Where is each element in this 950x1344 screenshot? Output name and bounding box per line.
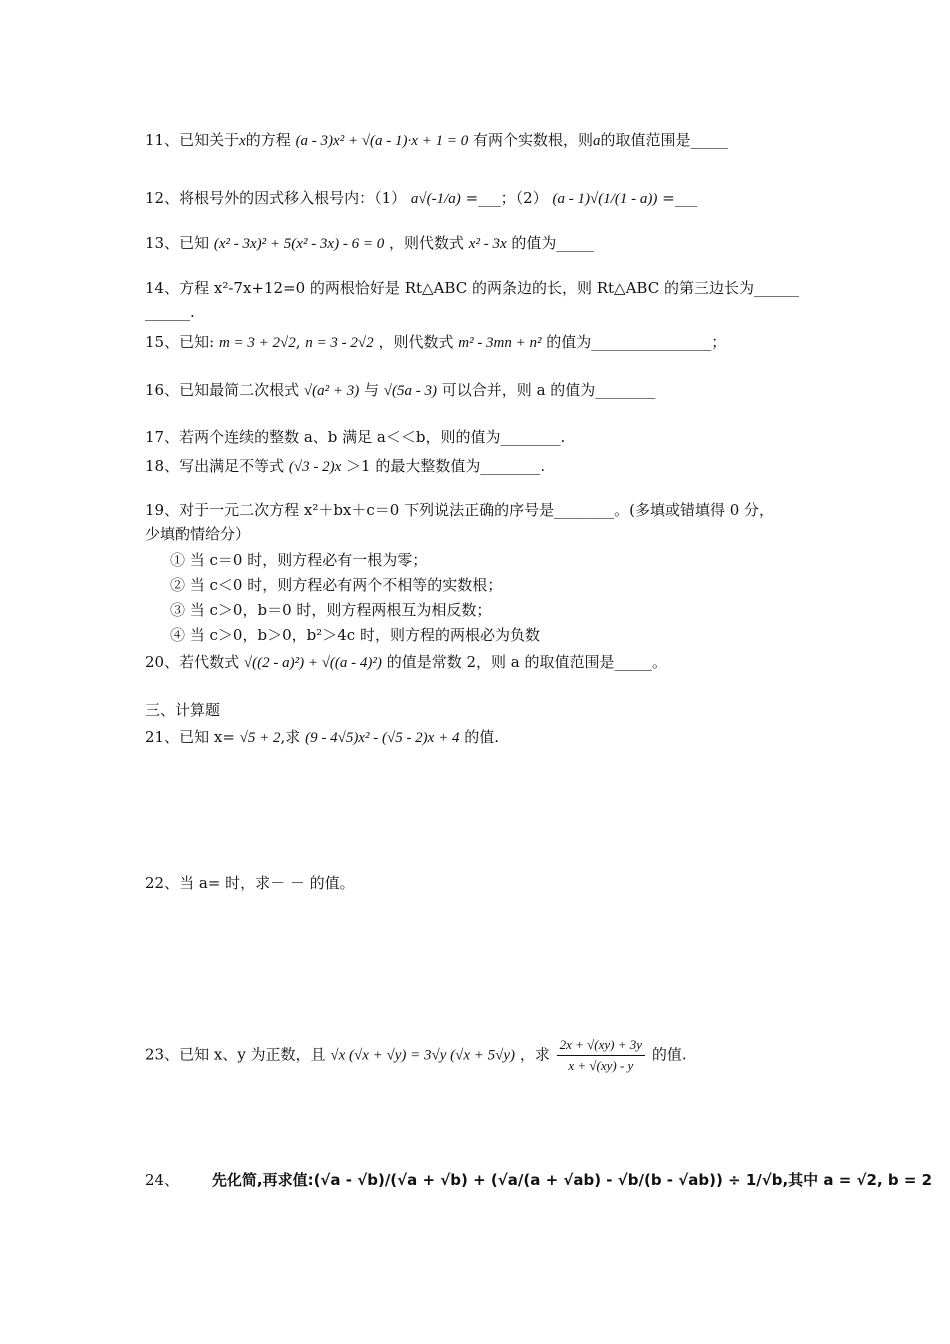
question-18: [145, 456, 545, 477]
q21-x-value: √5 + 2: [239, 730, 281, 746]
question-21: [145, 727, 499, 748]
q12-expr2: (a - 1)√(1/(1 - a)): [552, 191, 658, 207]
q15-m: m = 3 + 2√2: [218, 335, 296, 351]
q13-mid: ，则代数式: [389, 234, 465, 252]
q13-suffix: 的值为_____: [511, 234, 594, 252]
q11-equation: (a - 3)x² + √(a - 1)·x + 1 = 0: [295, 133, 469, 149]
q20-suffix: 的值是常数 2，则 a 的取值范围是_____。: [386, 653, 667, 671]
q12-prefix: 12、将根号外的因式移入根号内：（1）: [145, 189, 407, 207]
q16-mid: 与: [364, 381, 380, 399]
q15-n: n = 3 - 2√2: [305, 335, 374, 351]
q16-expr1: √(a² + 3): [303, 383, 360, 399]
q23-mid: ，求: [519, 1045, 550, 1064]
q19-option-3: ③ 当 c＞0，b＝0 时，则方程两根互为相反数；: [170, 601, 492, 619]
q15-mid: ，则代数式: [378, 333, 454, 351]
question-11: [145, 130, 728, 151]
q12-blank2: =___: [662, 189, 698, 207]
question-23: [145, 1035, 687, 1076]
q18-expr: (√3 - 2)x: [288, 459, 342, 475]
q21-prefix: 21、已知 x=: [145, 728, 235, 746]
q11-var-a: a: [593, 133, 601, 149]
q20-prefix: 20、若代数式: [145, 653, 240, 671]
q11-text2: 有两个实数根，则: [472, 131, 593, 149]
q24-label: 24、: [145, 1171, 180, 1189]
q16-suffix: 可以合并，则 a 的值为________: [441, 381, 656, 399]
q13-equation: (x² - 3x)² + 5(x² - 3x) - 6 = 0: [213, 236, 385, 252]
question-22: 22、当 a= 时，求－ － 的值。: [145, 874, 355, 892]
q11-prefix: 11、已知关于: [145, 131, 240, 149]
question-19-line1: 19、对于一元二次方程 x²＋bx＋c＝0 下列说法正确的序号是________。(多填或错填得 0 分，: [145, 501, 775, 519]
question-20: [145, 652, 667, 673]
q21-suffix: 的值.: [464, 728, 500, 746]
question-13: [145, 233, 594, 254]
q13-prefix: 13、已知: [145, 234, 210, 252]
q23-denominator: x + √(xy) - y: [568, 1058, 634, 1073]
q23-fraction: [557, 1035, 645, 1076]
question-24: [145, 1170, 932, 1190]
q19-option-1: ① 当 c＝0 时，则方程必有一根为零；: [170, 551, 428, 569]
q16-expr2: √(5a - 3): [383, 383, 438, 399]
q23-suffix: 的值.: [651, 1045, 687, 1064]
q21-expr: (9 - 4√5)x² - (√5 - 2)x + 4: [305, 730, 460, 746]
q21-mid: ,求: [280, 728, 301, 746]
question-16: [145, 380, 655, 401]
q11-suffix: 的取值范围是_____: [600, 131, 729, 149]
question-15: 15、已知: m = 3 + 2√2, n = 3 - 2√2 ，则代数式 m² - 3mn + n² 的值为________________；: [145, 333, 727, 351]
q23-condition: √x (√x + √y) = 3√y (√x + 5√y): [330, 1047, 516, 1064]
q15-prefix: 15、已知:: [145, 333, 215, 351]
q13-expr: x² - 3x: [468, 236, 507, 252]
q24-problem-image: 先化简,再求值:(√a - √b)/(√a + √b) + (√a/(a + √ab) - √b/(b - √ab)) ÷ 1/√b,其中 a = √2, b = 2: [211, 1171, 933, 1189]
question-17: 17、若两个连续的整数 a、b 满足 a＜＜b，则的值为________.: [145, 428, 566, 446]
section-heading: 三、计算题: [145, 701, 221, 719]
q12-expr1: a√(-1/a): [410, 191, 461, 207]
q11-mid: 的方程: [245, 131, 291, 149]
question-19-line2: 少填酌情给分）: [145, 525, 251, 543]
q23-numerator: 2x + √(xy) + 3y: [557, 1035, 645, 1056]
q12-blank1: =___；（2）: [465, 189, 548, 207]
q15-expr: m² - 3mn + n²: [458, 335, 542, 351]
q19-option-4: ④ 当 c＞0，b＞0，b²＞4c 时，则方程的两根必为负数: [170, 626, 540, 644]
q18-prefix: 18、写出满足不等式: [145, 457, 285, 475]
q23-prefix: 23、已知 x、y 为正数，且: [145, 1045, 326, 1064]
question-14-line2: ______.: [145, 303, 195, 321]
q11-var-x: x: [239, 133, 246, 149]
q15-suffix: 的值为________________；: [546, 333, 727, 351]
q20-expr: √((2 - a)²) + √((a - 4)²): [243, 655, 382, 671]
q19-option-2: ② 当 c＜0 时，则方程必有两个不相等的实数根；: [170, 576, 503, 594]
q16-prefix: 16、已知最简二次根式: [145, 381, 300, 399]
question-12: [145, 188, 697, 209]
q18-suffix: ＞1 的最大整数值为________.: [346, 457, 546, 475]
question-14-line1: 14、方程 x²-7x+12=0 的两根恰好是 Rt△ABC 的两条边的长，则 Rt△ABC 的第三边长为______: [145, 279, 799, 297]
